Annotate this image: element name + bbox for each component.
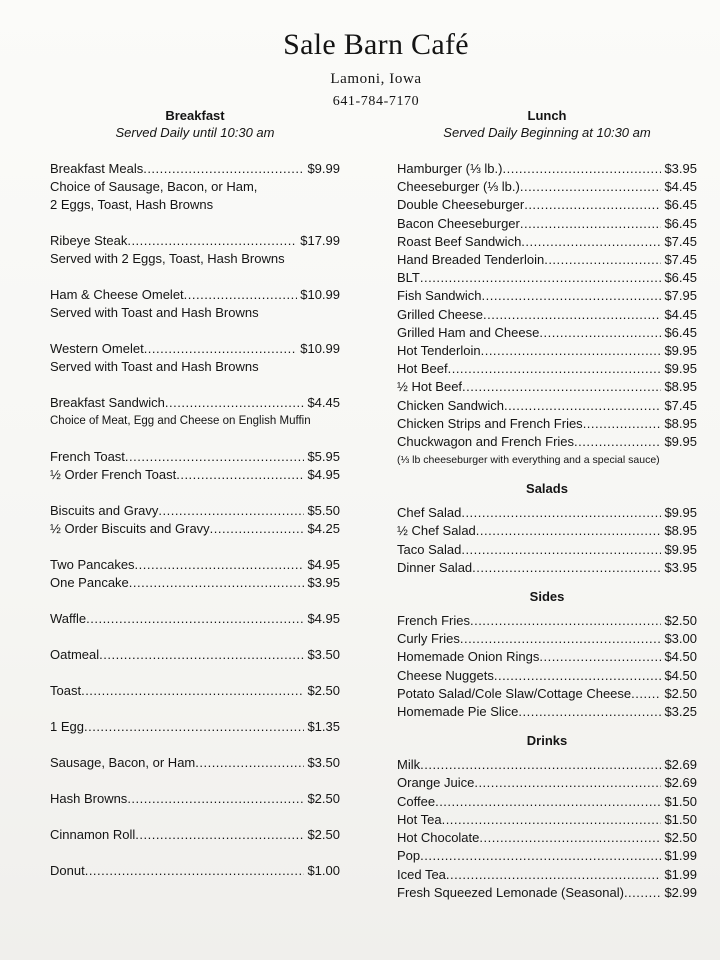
menu-item-name: Cinnamon Roll — [50, 827, 136, 842]
breakfast-group — [50, 232, 340, 268]
sides-heading: Sides — [529, 589, 565, 605]
dot-leader — [176, 466, 304, 484]
menu-item-price: $3.25 — [664, 704, 697, 720]
menu-item-price: $2.50 — [307, 683, 340, 698]
dot-leader — [624, 884, 662, 902]
breakfast-group — [50, 646, 340, 664]
menu-item-price: $2.50 — [307, 791, 340, 806]
menu-item — [50, 754, 340, 772]
menu-item-price: $17.99 — [300, 233, 340, 248]
menu-item-name: Donut — [50, 863, 85, 878]
menu-item-price: $2.50 — [664, 613, 697, 629]
menu-item-price: $8.95 — [664, 415, 697, 431]
menu-item-price: $4.95 — [307, 611, 340, 626]
breakfast-group — [50, 394, 340, 430]
menu-item — [50, 574, 340, 592]
dot-leader — [483, 306, 661, 324]
menu-item-price: $6.45 — [664, 324, 697, 340]
dot-leader — [442, 811, 662, 829]
menu-item-name: Oatmeal — [50, 647, 100, 662]
dot-leader — [461, 541, 661, 559]
menu-item — [397, 324, 697, 342]
cafe-location: Lamoni, Iowa — [330, 71, 422, 87]
dot-leader — [461, 504, 661, 522]
menu-item-name: Bacon Cheeseburger — [397, 215, 520, 231]
menu-item-price: $6.45 — [664, 197, 697, 213]
menu-item-price: $8.95 — [664, 523, 697, 539]
menu-item-price: $1.99 — [664, 848, 697, 864]
sides-list — [397, 612, 697, 721]
menu-item-price: $7.45 — [664, 233, 697, 249]
menu-item-price: $9.95 — [664, 434, 697, 450]
menu-item — [50, 502, 340, 520]
menu-item — [397, 811, 697, 829]
menu-item — [50, 646, 340, 664]
menu-item-price: $9.99 — [307, 161, 340, 176]
breakfast-group — [50, 556, 340, 592]
dot-leader — [520, 215, 662, 233]
dot-leader — [420, 847, 661, 865]
dot-leader — [448, 360, 662, 378]
cheeseburger-note: (⅓ lb cheeseburger with everything and a special sauce) — [397, 454, 660, 467]
dot-leader — [470, 612, 661, 630]
menu-item-price: $4.45 — [664, 306, 697, 322]
menu-item-name: Roast Beef Sandwich — [397, 233, 522, 249]
menu-item-price: $2.99 — [664, 884, 697, 900]
menu-item-price: $9.95 — [664, 343, 697, 359]
menu-item — [397, 196, 697, 214]
menu-item — [397, 612, 697, 630]
menu-item-name: Chicken Strips and French Fries — [397, 415, 583, 431]
menu-item-name: Breakfast Meals — [50, 161, 144, 176]
menu-item — [397, 866, 697, 884]
breakfast-group — [50, 286, 340, 322]
menu-item-name: Fish Sandwich — [397, 288, 482, 304]
menu-item — [397, 233, 697, 251]
menu-item-price: $1.50 — [664, 793, 697, 809]
dot-leader — [86, 610, 304, 628]
menu-item — [50, 862, 340, 880]
menu-item-name: Hash Browns — [50, 791, 128, 806]
dot-leader — [539, 324, 661, 342]
dot-leader — [165, 394, 305, 412]
menu-item-price: $4.50 — [664, 667, 697, 683]
breakfast-group — [50, 826, 340, 844]
menu-item — [397, 251, 697, 269]
menu-item-name: Hot Tea — [397, 811, 442, 827]
menu-item-name: Hot Beef — [397, 361, 448, 377]
menu-item-price: $4.50 — [664, 649, 697, 665]
menu-item-description: Served with Toast and Hash Browns — [50, 359, 259, 374]
dot-leader — [195, 754, 304, 772]
menu-item — [50, 286, 340, 304]
dot-leader — [127, 790, 304, 808]
menu-item-description: 2 Eggs, Toast, Hash Browns — [50, 197, 214, 212]
breakfast-group — [50, 160, 340, 214]
lunch-list — [397, 160, 697, 451]
dot-leader — [539, 648, 661, 666]
menu-item — [50, 556, 340, 574]
menu-item-name: Orange Juice — [397, 775, 475, 791]
dot-leader — [481, 342, 662, 360]
menu-item — [397, 504, 697, 522]
menu-item-name: Ribeye Steak — [50, 233, 128, 248]
menu-item — [50, 340, 340, 358]
drinks-list — [397, 756, 697, 902]
dot-leader — [494, 667, 662, 685]
menu-item-price: $2.50 — [664, 685, 697, 701]
menu-item-name: Chicken Sandwich — [397, 397, 504, 413]
dot-leader — [420, 269, 662, 287]
menu-item-name: ½ Hot Beef — [397, 379, 463, 395]
dot-leader — [504, 397, 662, 415]
menu-item — [397, 160, 697, 178]
lunch-column — [397, 108, 697, 902]
menu-item-name: Potato Salad/Cole Slaw/Cottage Cheese — [397, 685, 632, 701]
lunch-heading: Lunch — [527, 108, 567, 123]
menu-item-name: Milk — [397, 757, 421, 773]
menu-item-name: Hot Chocolate — [397, 830, 480, 846]
cafe-phone: 641-784-7170 — [332, 94, 420, 109]
menu-item-price: $5.50 — [307, 503, 340, 518]
menu-item-name: Grilled Ham and Cheese — [397, 324, 540, 340]
menu-item-name: Ham & Cheese Omelet — [50, 287, 184, 302]
menu-header — [0, 28, 720, 110]
menu-item-price: $4.45 — [664, 179, 697, 195]
menu-item — [397, 415, 697, 433]
menu-item-price: $3.95 — [664, 559, 697, 575]
dot-leader — [125, 448, 305, 466]
menu-item — [50, 682, 340, 700]
menu-item-price: $3.50 — [307, 647, 340, 662]
menu-item-name: Hot Tenderloin — [397, 343, 481, 359]
menu-item — [397, 360, 697, 378]
menu-item-name: BLT — [397, 270, 420, 286]
menu-item-name: Curly Fries — [397, 631, 460, 647]
menu-item-name: Fresh Squeezed Lemonade (Seasonal) — [397, 884, 624, 900]
menu-item-price: $7.45 — [664, 397, 697, 413]
menu-item-name: Homemade Pie Slice — [397, 704, 519, 720]
menu-item-name: Sausage, Bacon, or Ham — [50, 755, 196, 770]
menu-item-price: $3.95 — [664, 161, 697, 176]
menu-item — [397, 703, 697, 721]
menu-item-price: $1.50 — [664, 811, 697, 827]
menu-item-price: $7.95 — [664, 288, 697, 304]
menu-item — [397, 522, 697, 540]
menu-item — [397, 630, 697, 648]
dot-leader — [474, 774, 661, 792]
dot-leader — [135, 826, 304, 844]
breakfast-heading: Breakfast — [165, 108, 225, 123]
menu-item-price: $1.35 — [307, 719, 340, 734]
dot-leader — [502, 160, 661, 178]
menu-item-price: $5.95 — [307, 449, 340, 464]
menu-item — [397, 685, 697, 703]
menu-item-price: $9.95 — [664, 505, 697, 521]
menu-item-price: $4.95 — [307, 557, 340, 572]
dot-leader — [518, 703, 661, 721]
menu-item-name: Toast — [50, 683, 82, 698]
breakfast-list — [50, 160, 340, 880]
menu-item — [50, 826, 340, 844]
dot-leader — [85, 862, 305, 880]
menu-item-name: Dinner Salad — [397, 559, 473, 575]
menu-item-name: Iced Tea — [397, 866, 446, 882]
menu-item — [397, 541, 697, 559]
menu-item-price: $4.95 — [307, 467, 340, 482]
menu-item — [397, 397, 697, 415]
drinks-heading: Drinks — [526, 733, 568, 749]
dot-leader — [479, 829, 661, 847]
salads-list — [397, 504, 697, 577]
salads-heading: Salads — [526, 481, 568, 497]
menu-item-name: Chuckwagon and French Fries — [397, 434, 575, 450]
menu-item — [397, 215, 697, 233]
cafe-title: Sale Barn Café — [283, 28, 469, 61]
menu-item-price: $3.50 — [307, 755, 340, 770]
dot-leader — [544, 251, 661, 269]
menu-item — [397, 829, 697, 847]
menu-item-name: Biscuits and Gravy — [50, 503, 159, 518]
menu-item — [397, 793, 697, 811]
menu-item-name: One Pancake — [50, 575, 129, 590]
menu-item-name: ½ Order French Toast — [50, 467, 177, 482]
menu-item — [50, 520, 340, 538]
menu-item-name: Pop — [397, 848, 421, 864]
menu-item-description: Choice of Meat, Egg and Cheese on English Muffin — [50, 415, 311, 427]
menu-item-name: French Fries — [397, 613, 470, 629]
menu-item-description: Served with 2 Eggs, Toast, Hash Browns — [50, 251, 285, 266]
menu-item — [397, 559, 697, 577]
menu-item-name: Breakfast Sandwich — [50, 395, 165, 410]
menu-item — [397, 667, 697, 685]
menu-item-name: ½ Chef Salad — [397, 523, 476, 539]
menu-item — [50, 718, 340, 736]
menu-item — [397, 756, 697, 774]
menu-item-price: $2.69 — [664, 775, 697, 791]
breakfast-group — [50, 754, 340, 772]
menu-item-name: Hand Breaded Tenderloin — [397, 252, 545, 268]
dot-leader — [472, 559, 661, 577]
menu-item-name: Hamburger (⅓ lb.) — [397, 161, 503, 176]
menu-item — [50, 232, 340, 250]
menu-item-name: Coffee — [397, 793, 436, 809]
menu-item-description: Choice of Sausage, Bacon, or Ham, — [50, 179, 258, 194]
menu-item-name: Cheeseburger (⅓ lb.) — [397, 179, 520, 195]
menu-item-price: $6.45 — [664, 270, 697, 286]
breakfast-group — [50, 448, 340, 484]
menu-item-price: $6.45 — [664, 215, 697, 231]
menu-item-price: $1.99 — [664, 866, 697, 882]
menu-item — [50, 394, 340, 412]
menu-item-price: $3.95 — [307, 575, 340, 590]
menu-item-price: $9.95 — [664, 541, 697, 557]
breakfast-group — [50, 610, 340, 628]
menu-item-name: Grilled Cheese — [397, 306, 483, 322]
menu-item-price: $2.50 — [664, 830, 697, 846]
dot-leader — [129, 574, 305, 592]
menu-item-name: Two Pancakes — [50, 557, 135, 572]
menu-item-price: $1.00 — [307, 863, 340, 878]
menu-item-name: Western Omelet — [50, 341, 144, 356]
menu-item — [397, 378, 697, 396]
dot-leader — [99, 646, 304, 664]
menu-item — [50, 160, 340, 178]
menu-item — [397, 648, 697, 666]
breakfast-group — [50, 502, 340, 538]
dot-leader — [631, 685, 661, 703]
breakfast-group — [50, 718, 340, 736]
menu-item-price: $10.99 — [300, 341, 340, 356]
lunch-hours: Served Daily Beginning at 10:30 am — [443, 125, 651, 140]
menu-item — [397, 774, 697, 792]
breakfast-column — [50, 108, 340, 880]
breakfast-group — [50, 862, 340, 880]
menu-item-name: ½ Order Biscuits and Gravy — [50, 521, 210, 536]
menu-item-price: $2.69 — [664, 757, 697, 773]
menu-item-price: $10.99 — [300, 287, 340, 302]
dot-leader — [435, 793, 661, 811]
menu-item-price: $9.95 — [664, 361, 697, 377]
menu-item-name: Homemade Onion Rings — [397, 649, 540, 665]
menu-item-name: 1 Egg — [50, 719, 84, 734]
dot-leader — [420, 756, 661, 774]
menu-item-name: Cheese Nuggets — [397, 667, 494, 683]
dot-leader — [81, 682, 304, 700]
dot-leader — [184, 286, 298, 304]
menu-item — [50, 790, 340, 808]
dot-leader — [460, 630, 662, 648]
menu-item — [50, 466, 340, 484]
menu-item-name: Chef Salad — [397, 505, 462, 521]
breakfast-group — [50, 682, 340, 700]
breakfast-group — [50, 790, 340, 808]
dot-leader — [574, 433, 661, 451]
breakfast-group — [50, 340, 340, 376]
dot-leader — [143, 160, 304, 178]
dot-leader — [520, 178, 662, 196]
menu-item-name: French Toast — [50, 449, 125, 464]
dot-leader — [158, 502, 304, 520]
dot-leader — [446, 866, 662, 884]
menu-item-price: $8.95 — [664, 379, 697, 395]
menu-item-description: Served with Toast and Hash Browns — [50, 305, 259, 320]
menu-item-price: $4.25 — [307, 521, 340, 536]
menu-item-price: $3.00 — [664, 631, 697, 647]
menu-item-name: Double Cheeseburger — [397, 197, 525, 213]
dot-leader — [144, 340, 298, 358]
dot-leader — [127, 232, 297, 250]
dot-leader — [462, 378, 661, 396]
menu-item — [397, 884, 697, 902]
menu-item — [50, 448, 340, 466]
menu-item-price: $2.50 — [307, 827, 340, 842]
menu-item — [397, 306, 697, 324]
dot-leader — [476, 522, 662, 540]
menu-item-price: $7.45 — [664, 252, 697, 268]
menu-item — [397, 287, 697, 305]
dot-leader — [524, 196, 661, 214]
menu-item-name: Waffle — [50, 611, 87, 626]
menu-item — [397, 342, 697, 360]
menu-item-name: Taco Salad — [397, 541, 462, 557]
menu-item — [50, 610, 340, 628]
menu-item — [397, 269, 697, 287]
dot-leader — [583, 415, 662, 433]
dot-leader — [84, 718, 304, 736]
menu-item — [397, 178, 697, 196]
dot-leader — [135, 556, 305, 574]
dot-leader — [521, 233, 661, 251]
menu-item — [397, 433, 697, 451]
dot-leader — [482, 287, 662, 305]
menu-item-price: $4.45 — [307, 395, 340, 410]
menu-item — [397, 847, 697, 865]
breakfast-hours: Served Daily until 10:30 am — [115, 125, 275, 140]
dot-leader — [210, 520, 305, 538]
